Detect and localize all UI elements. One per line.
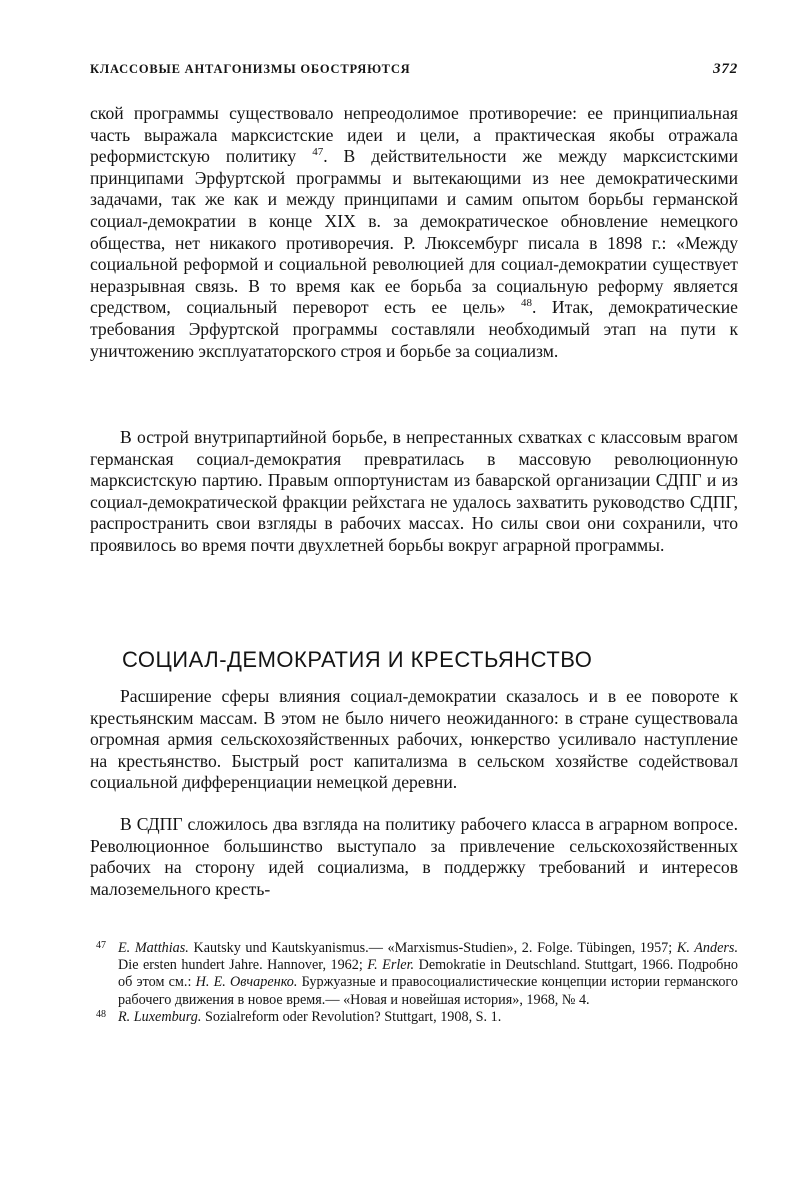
paragraph-2: В острой внутрипартийной борьбе, в непрестанных схватках с классовым врагом германская социал-демократия превратилась в массовую революционную марксистскую партию. Правым оппортунистам из баварской организации СДПГ и из социал-демократической фракции рейхстага не удалось захватить руководство СДПГ, распространить свои взгляды в рабочих массах. Но силы свои они сохранили, что проявилось во время почти двухлетней борьбы вокруг аграрной программы. <box>90 427 738 555</box>
footnote-47 <box>90 940 738 1009</box>
paragraph-4: В СДПГ сложилось два взгляда на политику рабочего класса в аграрном вопросе. Революционное большинство выступало за привлечение сельскохозяйственных рабочих на сторону идей социализма, в поддержку требований и интересов малоземельного кресть- <box>90 814 738 899</box>
footnote-marker-47: 47 <box>96 940 106 951</box>
footnote-48 <box>90 1009 738 1026</box>
paragraph-1-text-c: . Итак, демократические требования Эрфуртской программы составляли необходимый этап на пути к уничтожению эксплуататорского строя и борьбе за социализм. <box>90 297 738 361</box>
footnote-text: Буржуазные и правосоциалистические концепции истории германского рабочего движения в новое время.— «Новая и новейшая история», 1968, № 4. <box>118 974 738 1008</box>
page-number: 372 <box>713 61 738 77</box>
footnote-text: Demokratie in Deutschland. Stuttgart, 1966. Подробно об этом см.: <box>118 957 739 991</box>
footnote-marker-48: 48 <box>96 1008 106 1020</box>
footnote-author: R. Luxemburg. <box>118 1008 202 1025</box>
footnote-ref-48: 48 <box>520 297 532 310</box>
footnote-author: F. Erler. <box>367 957 415 974</box>
running-head-title: КЛАССОВЫЕ АНТАГОНИЗМЫ ОБОСТРЯЮТСЯ <box>90 62 411 76</box>
paragraph-1-text-a: ской программы существовало непреодолимое противоречие: ее принципиальная часть выражала марксистские идеи и цели, а практическая якобы отражала реформистскую политику <box>90 103 738 167</box>
footnote-text: Die ersten hundert Jahre. Hannover, 1962; <box>118 957 368 974</box>
footnote-ref-47: 47 <box>312 146 324 159</box>
paragraph-3: Расширение сферы влияния социал-демократии сказалось и в ее повороте к крестьянским массам. В этом не было ничего неожиданного: в стране существовала огромная армия сельскохозяйственных рабочих, юнкерство усиливало наступление на крестьянство. Быстрый рост капитализма в сельском хозяйстве содействовал социальной дифференциации немецкой деревни. <box>90 686 738 793</box>
footnote-author: E. Matthias. <box>118 940 189 956</box>
section-title: СОЦИАЛ-ДЕМОКРАТИЯ И КРЕСТЬЯНСТВО <box>122 647 593 672</box>
footnotes <box>90 940 738 1026</box>
footnote-author: Н. Е. Овчаренко. <box>195 974 298 991</box>
footnote-text: Sozialreform oder Revolution? Stuttgart, 1908, S. 1. <box>201 1008 502 1025</box>
paragraph-1-text-b: . В действительности же между марксистскими принципами Эрфуртской программы и вытекающими из нее демократическими задачами, так же как и между принципами и самим опытом борьбы германской социал-демократии в конце XIX в. за демократическое обновление немецкого общества, нет никакого противоречия. Р. Люксембург писала в 1898 г.: «Между социальной реформой и социальной революцией для социал-демократии существует неразрывная связь. В то время как ее борьба за социальную реформу является средством, социальный переворот есть ее цель» <box>90 146 739 318</box>
footnote-author: K. Anders. <box>676 940 738 956</box>
paragraph-1 <box>90 103 738 362</box>
footnote-text: Kautsky und Kautskyanismus.— «Marxismus-Studien», 2. Folge. Tübingen, 1957; <box>188 940 677 956</box>
